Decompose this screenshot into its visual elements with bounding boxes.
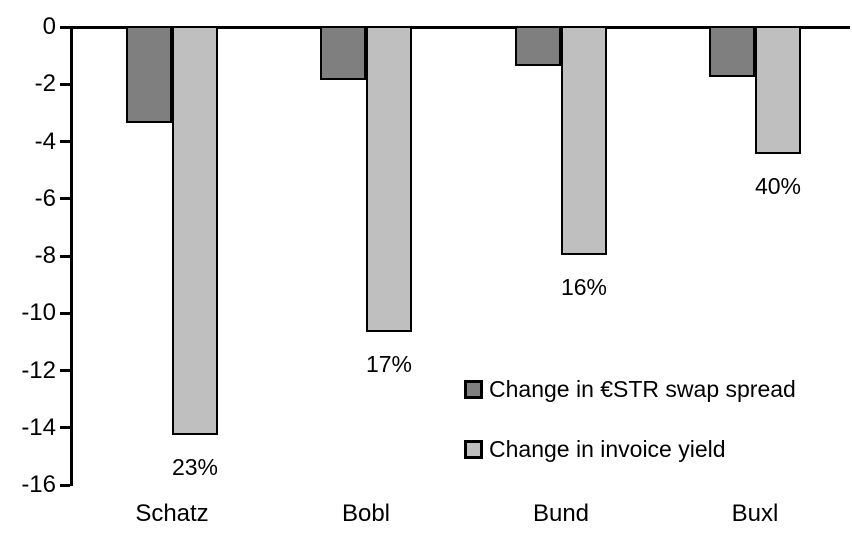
x-axis-label-bobl: Bobl [341, 500, 391, 527]
bar-bobl-swap-spread [320, 26, 366, 80]
legend-item-swap-spread [464, 377, 796, 401]
y-tick-mark--2 [60, 83, 70, 86]
y-tick-label--4: -4 [34, 128, 56, 155]
data-label-bund: 16% [560, 274, 608, 300]
x-axis-label-schatz: Schatz [135, 500, 209, 527]
y-tick-mark--10 [60, 312, 70, 315]
x-axis-label-buxl: Buxl [731, 500, 779, 527]
x-axis-label-bund: Bund [532, 500, 590, 527]
data-label-buxl: 40% [754, 173, 802, 199]
y-tick-mark--16 [60, 484, 70, 487]
bar-buxl-invoice-yield [755, 26, 801, 154]
y-tick-label-0: 0 [42, 13, 56, 40]
y-tick-label--6: -6 [34, 185, 56, 212]
data-label-schatz: 23% [171, 454, 219, 480]
legend-swatch-invoice-yield [464, 440, 483, 459]
y-tick-label--14: -14 [21, 414, 56, 441]
y-tick-label--8: -8 [34, 242, 56, 269]
legend-label-invoice-yield: Change in invoice yield [489, 436, 726, 462]
y-tick-label--12: -12 [21, 357, 56, 384]
y-tick-mark--14 [60, 426, 70, 429]
y-axis-line [70, 26, 73, 486]
y-tick-label--10: -10 [21, 299, 56, 326]
bar-schatz-swap-spread [126, 26, 172, 123]
y-tick-mark--12 [60, 369, 70, 372]
legend-swatch-swap-spread [464, 380, 483, 399]
legend-item-invoice-yield [464, 437, 796, 461]
y-tick-mark--8 [60, 255, 70, 258]
legend-label-swap-spread: Change in €STR swap spread [489, 376, 796, 402]
data-label-bobl: 17% [365, 351, 413, 377]
y-tick-mark-0 [60, 26, 70, 29]
y-tick-mark--4 [60, 140, 70, 143]
bar-bobl-invoice-yield [366, 26, 412, 332]
y-tick-label--16: -16 [21, 471, 56, 498]
y-tick-mark--6 [60, 197, 70, 200]
bar-buxl-swap-spread [709, 26, 755, 77]
bar-schatz-invoice-yield [172, 26, 218, 435]
legend [464, 377, 796, 461]
bar-bund-invoice-yield [561, 26, 607, 255]
y-tick-label--2: -2 [34, 70, 56, 97]
bar-bund-swap-spread [515, 26, 561, 66]
